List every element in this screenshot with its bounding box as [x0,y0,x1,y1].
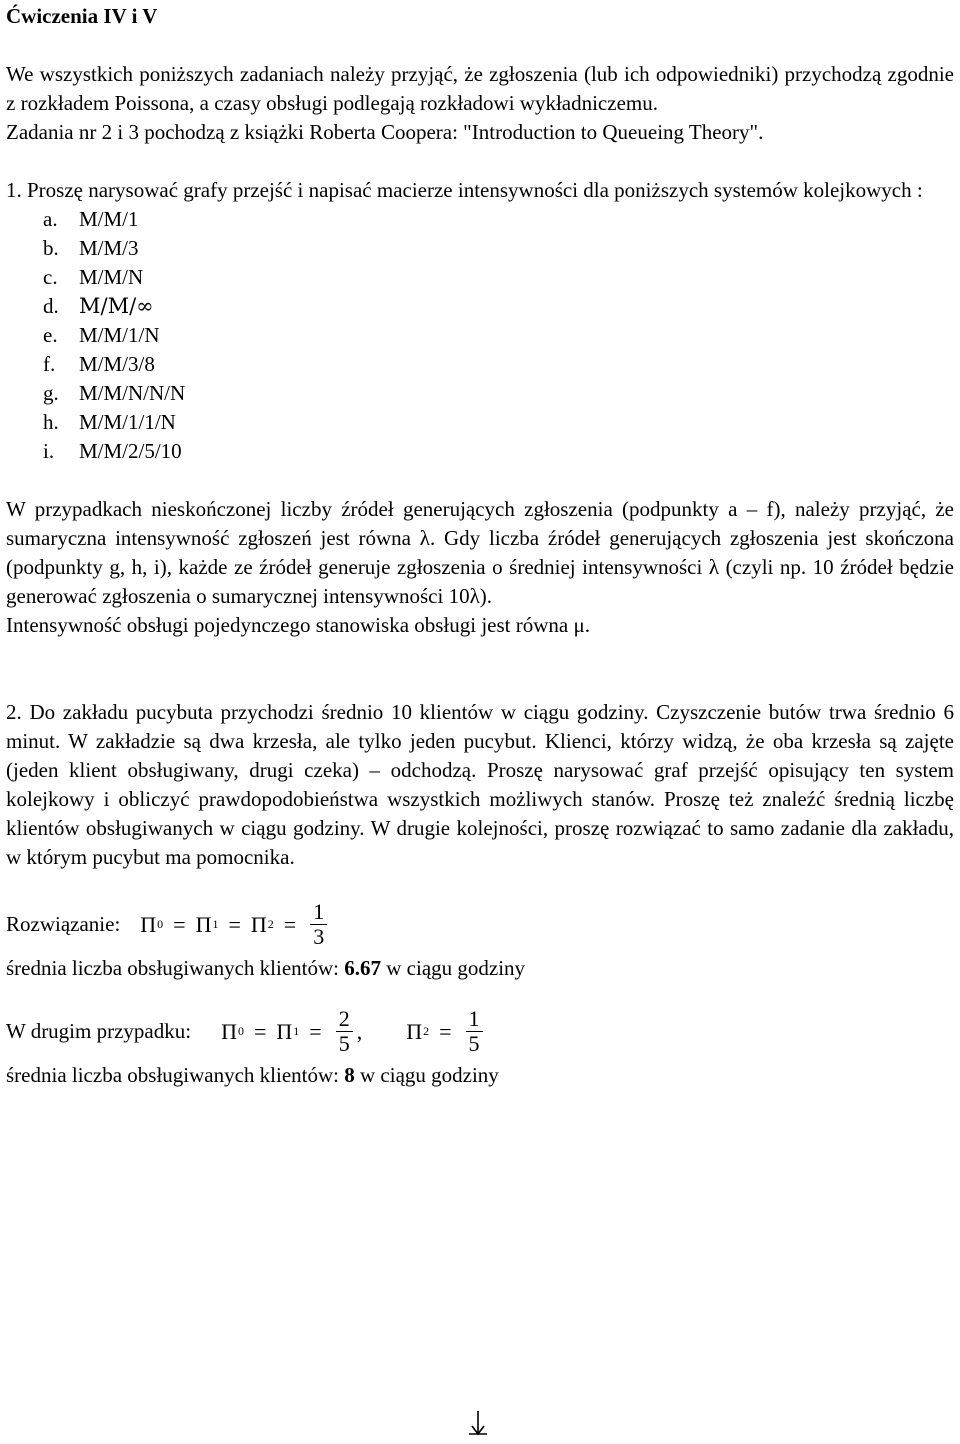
list-item: e. M/M/1/N [43,323,160,347]
list-item: g. M/M/N/N/N [43,381,186,405]
intro-paragraph: We wszystkich poniższych zadaniach należy przyjąć, że zgłoszenia (lub ich odpowiedniki) przychodzą zgodnie z rozkładem Poissona, a czasy obsługi podlegają rozkładowi wykładniczemu. [6,62,954,115]
fraction: $\frac{1}{3}$ [310,900,327,949]
solution-label: Rozwiązanie: [6,911,121,936]
second-case-label: W drugim przypadku: [6,1018,192,1043]
list-item: b. M/M/3 [43,236,139,260]
list-item: f. M/M/3/8 [43,352,155,376]
task-1-note: W przypadkach nieskończonej liczby źródeł generujących zgłoszenia (podpunkty a – f), należy przyjąć, że sumaryczna intensywność zgłoszeń jest równa λ. Gdy liczba źródeł generujących zgłoszenia jest skończona (podpunkty g, h, i), każde ze źródeł generuje zgłoszenia o średniej intensywności λ (czyli np. 10 źródeł będzie generować zgłoszenia o sumarycznej intensywności 10λ). [6,497,954,608]
solution-2-line [6,1001,954,1061]
list-item: h. M/M/1/1/N [43,410,176,434]
task-1-service-note: Intensywność obsługi pojedynczego stanowiska obsługi jest równa μ. [6,613,591,637]
down-arrow-icon [468,1410,488,1436]
list-item: c. M/M/N [43,265,144,289]
list-item: i. M/M/2/5/10 [43,439,182,463]
task-1-text: 1. Proszę narysować grafy przejść i napisać macierze intensywności dla poniższych systemów kolejkowych : [6,178,923,202]
solution-1-formula: Π 0 = Π 1 = Π 2 = $\frac{1}{3}$ [140,900,331,949]
task-2-text: 2. Do zakładu pucybuta przychodzi średnio 10 klientów w ciągu godziny. Czyszczenie butów trwa średnio 6 minut. W zakładzie są dwa krzesła, ale tylko jeden pucybut. Klienci, którzy widzą, że oba krzesła są zajęte (jeden klient obsługiwany, drugi czeka) – odchodzą. Proszę narysować graf przejść opisujący ten system kolejkowy i obliczyć prawdopodobieństwa wszystkich możliwych stanów. Proszę też znaleźć średnią liczbę klientów obsługiwanych w ciągu godziny. W drugie kolejności, proszę rozwiązać to samo zadanie dla zakładu, w którym pucybut ma pomocnika. [6,700,954,869]
result-1: średnia liczba obsługiwanych klientów: 6.67 w ciągu godziny [6,956,526,980]
queue-system-list [6,205,954,466]
solution-1-line [6,894,954,954]
source-note: Zadania nr 2 i 3 pochodzą z książki Roberta Coopera: "Introduction to Queueing Theory". [6,120,764,144]
page-title: Ćwiczenia IV i V [6,4,158,28]
result-2: średnia liczba obsługiwanych klientów: 8 w ciągu godziny [6,1063,499,1087]
list-item: d. M/M/∞ [43,294,154,318]
document-page [6,0,954,1090]
fraction: $\frac{2}{5}$ [336,1007,353,1056]
list-item: a. M/M/1 [43,207,139,231]
solution-2-formula: Π 0 = Π 1 = $\frac{2}{5}$ , Π 2 = $\frac{1}{5}$ [221,1007,486,1056]
fraction: $\frac{1}{5}$ [466,1007,483,1056]
